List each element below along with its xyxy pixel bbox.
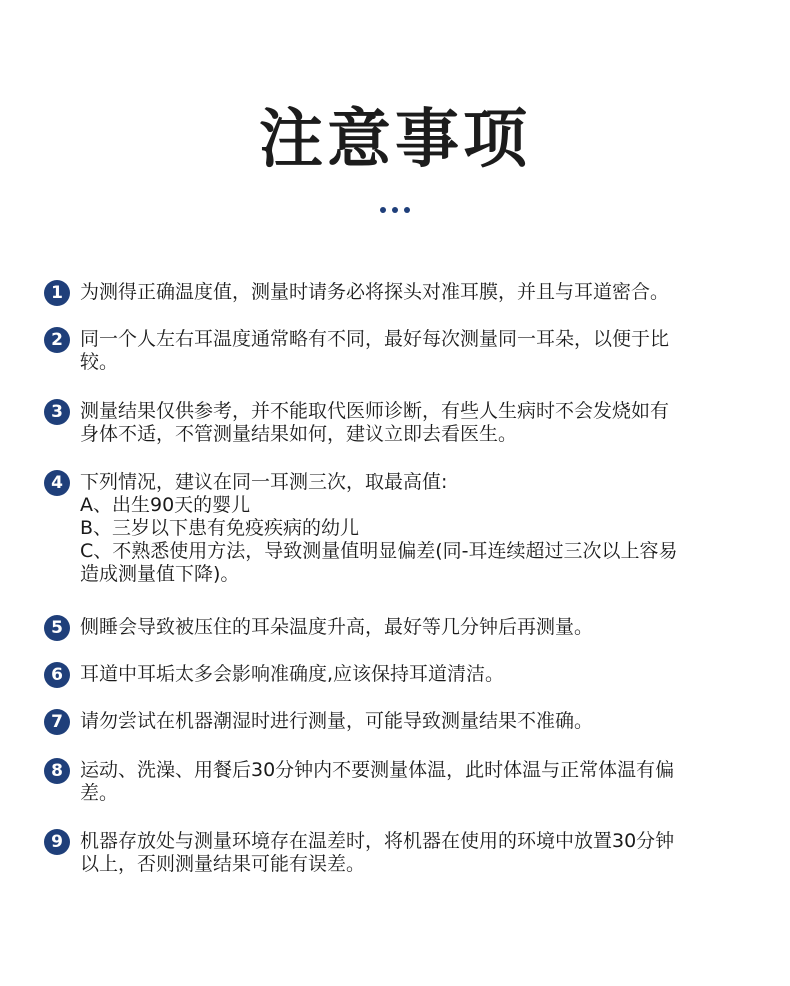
notice-line: 造成测量值下降)。 — [80, 563, 240, 585]
notice-text — [80, 471, 756, 586]
divider-dot — [392, 207, 398, 213]
divider-dot — [380, 207, 386, 213]
notice-item-2 — [44, 328, 756, 374]
number-badge: 5 — [44, 615, 70, 641]
notice-text — [80, 400, 756, 446]
notice-line: 测量结果仅供参考，并不能取代医师诊断，有些人生病时不会发烧如有 — [80, 400, 670, 422]
notice-text — [80, 616, 756, 639]
notice-line: 同一个人左右耳温度通常略有不同，最好每次测量同一耳朵，以便于比 — [80, 328, 670, 350]
number-badge: 3 — [44, 399, 70, 425]
number-badge: 8 — [44, 758, 70, 784]
notice-item-7 — [44, 710, 756, 735]
notice-line: 以上，否则测量结果可能有误差。 — [80, 853, 366, 875]
notice-item-9 — [44, 830, 756, 876]
notice-line: 运动、洗澡、用餐后30分钟内不要测量体温，此时体温与正常体温有偏 — [80, 759, 675, 781]
notice-line: 耳道中耳垢太多会影响准确度,应该保持耳道清洁。 — [80, 663, 505, 685]
page-title: 注意事项 — [259, 103, 531, 177]
notice-line: 较。 — [80, 351, 119, 373]
notice-line: 下列情况，建议在同一耳测三次，取最高值: — [80, 471, 448, 493]
divider-dot — [404, 207, 410, 213]
notice-text — [80, 328, 756, 374]
notice-line: A、出生90天的婴儿 — [80, 494, 251, 516]
number-badge: 7 — [44, 709, 70, 735]
notice-line: 差。 — [80, 782, 119, 804]
notice-text — [80, 281, 756, 304]
notice-text — [80, 710, 756, 733]
title-divider-dots — [0, 207, 790, 213]
number-badge: 2 — [44, 327, 70, 353]
notice-item-4 — [44, 471, 756, 586]
notice-item-1 — [44, 281, 756, 306]
notice-text — [80, 830, 756, 876]
notice-line: B、三岁以下患有免疫疾病的幼儿 — [80, 517, 360, 539]
notice-line: 侧睡会导致被压住的耳朵温度升高，最好等几分钟后再测量。 — [80, 616, 594, 638]
notice-line: 请勿尝试在机器潮湿时进行测量，可能导致测量结果不准确。 — [80, 710, 594, 732]
number-badge: 4 — [44, 470, 70, 496]
notice-text — [80, 663, 756, 686]
notice-line: 为测得正确温度值，测量时请务必将探头对准耳膜，并且与耳道密合。 — [80, 281, 670, 303]
number-badge: 1 — [44, 280, 70, 306]
notice-item-3 — [44, 400, 756, 446]
notice-item-6 — [44, 663, 756, 688]
notice-item-5 — [44, 616, 756, 641]
number-badge: 9 — [44, 829, 70, 855]
notice-item-8 — [44, 759, 756, 805]
number-badge: 6 — [44, 662, 70, 688]
notice-line: C、不熟悉使用方法，导致测量值明显偏差(同-耳连续超过三次以上容易 — [80, 540, 678, 562]
notice-line: 机器存放处与测量环境存在温差时，将机器在使用的环境中放置30分钟 — [80, 830, 675, 852]
notice-line: 身体不适，不管测量结果如何，建议立即去看医生。 — [80, 423, 518, 445]
notice-text — [80, 759, 756, 805]
